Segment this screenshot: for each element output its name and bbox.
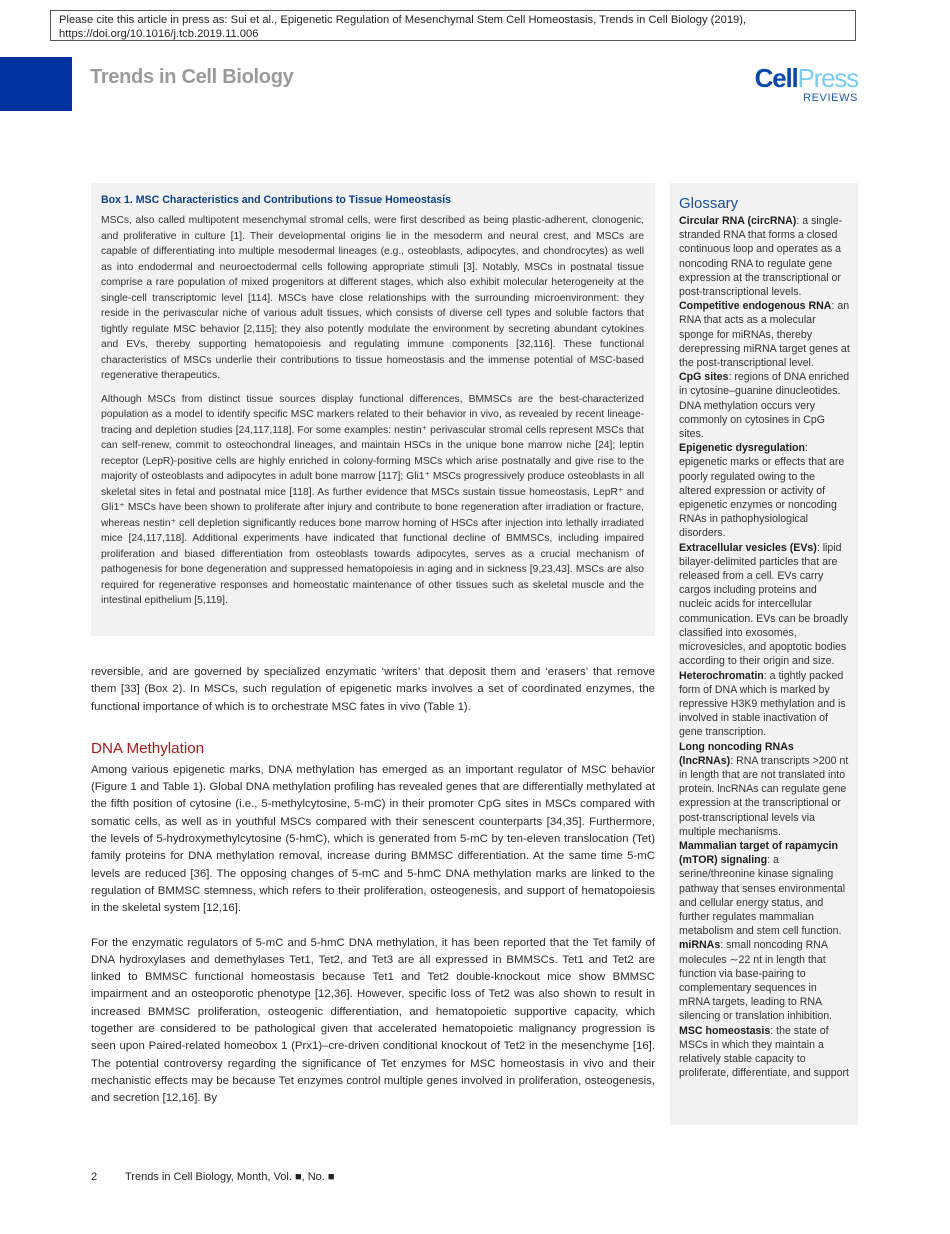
page-footer (91, 1171, 335, 1183)
footer-journal-line: Trends in Cell Biology, Month, Vol. ■, No. ■ (125, 1171, 335, 1183)
glossary-term: Competitive endogenous RNA (679, 300, 832, 313)
glossary-term: Heterochromatin (679, 669, 764, 682)
main-text (91, 664, 655, 1108)
glossary-entry (679, 938, 850, 1023)
glossary-definition: : regions of DNA enriched in cytosine–guanine dinucleotides. DNA methylation occurs very commonly on cytosines in CpG sites. (679, 371, 850, 441)
glossary-term: Circular RNA (circRNA) (679, 215, 797, 227)
glossary-definition: : lipid bilayer-delimited particles that are released from a cell. EVs carry cargos including proteins and nucleic acids for intercellular communication. EVs can be broadly classified into exosomes, microvesicles, and apoptotic bodies according to their origin and size. (679, 541, 848, 668)
glossary-sidebar (670, 183, 858, 1125)
glossary-title: Glossary (679, 195, 739, 212)
glossary-entry (679, 669, 850, 740)
journal-color-tab (0, 57, 72, 111)
glossary-term: Epigenetic dysregulation (679, 442, 805, 455)
cellpress-logo[interactable] (748, 64, 858, 110)
box-1 (91, 183, 655, 636)
box-1-paragraph: Although MSCs from distinct tissue sources display functional differences, BMMSCs are the best-characterized population as a model to identify specific MSC markers related to their behavior in vivo, as revealed by recent lineage-tracing and depletion studies [24,117,118]. For some examples: nestin⁺ perivascular stromal cells represent MSCs that can self-renew, commit to osteochondral lineages, and maintain HSCs in the unique bone marrow niche [24]; leptin receptor (LepR)-positive cells are highly enriched in colony-forming MSCs which arise postnatally and give rise to the majority of osteoblasts and adipocytes in adult bone marrow [117]; Gli1⁺ MSCs progressively produce osteoblasts in all skeletal sites in fetal and postnatal mice [118]. As further evidence that MSCs sustain tissue homeostasis, LepR⁺ and Gli1⁺ MSCs have been shown to proliferate after injury and contribute to bone regeneration after irradiation or fracture, whereas nestin⁺ cell depletion significantly reduces bone marrow homing of HSCs after injection into lethally irradiated mice [24,117,118]. Additional experiments have indicated that functional decline of BMMSCs, including impaired proliferation and biased differentiation from osteoblasts towards adipocytes, serves as a crucial mechanism of pathogenesis for bone degeneration and suppressed hematopoiesis in aging and in sickness [9,23,43]. MSCs are also required for regenerative responses and homeostatic maintenance of other tissues such as skeletal muscle and the intestinal epithelium [5,119]. (101, 393, 644, 606)
glossary-definition: : the state of MSCs in which they maintain a relatively stable capacity to proliferate, differentiate, and support (679, 1024, 850, 1080)
glossary-entry (679, 1024, 850, 1081)
glossary-term: miRNAs (679, 939, 721, 952)
glossary-term: MSC homeostasis (679, 1024, 771, 1037)
glossary-definition: : RNA transcripts >200 nt in length that are not translated into protein. lncRNAs can regulate gene expression at the transcriptional or post-transcriptional levels via multiple mechanisms. (679, 754, 849, 838)
glossary-term: Extracellular vesicles (EVs) (679, 541, 817, 554)
citation-notice: Please cite this article in press as: Sui et al., Epigenetic Regulation of Mesenchymal Stem Cell Homeostasis, Trends in Cell Biology (2019), https://doi.org/10.1016/j.tcb.2019.11.006 (50, 10, 856, 41)
intro-paragraph: reversible, and are governed by specialized enzymatic ‘writers’ that deposit them and ‘erasers’ that remove them [33] (Box 2). In MSCs, such regulation of epigenetic marks involves a set of coordinated enzymes, the functional importance of which is to orchestrate MSC fates in vivo (Table 1). (91, 666, 655, 713)
glossary-entry (679, 214, 850, 299)
page-number: 2 (91, 1171, 98, 1183)
logo-press-text: Press (797, 63, 858, 93)
glossary-definition: : a tightly packed form of DNA which is marked by repressive H3K9 methylation and is involved in stable inactivation of gene transcription. (679, 669, 846, 739)
journal-title: Trends in Cell Biology (90, 66, 294, 88)
glossary-definition: : an RNA that acts as a molecular sponge for miRNAs, thereby derepressing miRNA target genes at the post-transcriptional level. (679, 300, 850, 370)
glossary-term: Mammalian target of rapamycin (mTOR) signaling (679, 839, 838, 867)
logo-reviews-text: REVIEWS (803, 92, 858, 104)
glossary-entry (679, 740, 850, 839)
glossary-definition: : small noncoding RNA molecules ∼22 nt in length that function via base-pairing to complementary sequences in mRNA targets, leading to RNA silencing or translation inhibition. (679, 939, 833, 1023)
glossary-definition: : a serine/threonine kinase signaling pathway that senses environmental and cellular energy status, and further regulates mammalian metabolism and stem cell function. (679, 854, 846, 938)
box-1-title: Box 1. MSC Characteristics and Contributions to Tissue Homeostasis (101, 194, 452, 206)
glossary-entry (679, 370, 850, 441)
glossary-term: CpG sites (679, 371, 729, 384)
glossary-entry (679, 299, 850, 370)
box-1-paragraph: MSCs, also called multipotent mesenchymal stromal cells, were first described as being plastic-adherent, clonogenic, and proliferative in culture [1]. Their developmental origins lie in the mesoderm and neural crest, and MSCs are capable of differentiating into multiple mesodermal lineages (e.g., osteoblasts, adipocytes, and chondrocytes) as well as into endodermal and neuroectodermal cells following appropriate stimuli [3]. Notably, MSCs in postnatal tissue comprise a rare population of mixed progenitors at different stages, which also exhibit molecular heterogeneity at the single-cell transcriptomic level [114]. MSCs have close relationships with the surrounding microenvironment: they reside in the perivascular niche of various adult tissues, which consists of diverse cell types and soluble factors that tightly regulate MSC behavior [2,115]; they also potently modulate the environment by secreting abundant cytokines and EVs, thereby supporting hematopoiesis and regulating immune components [32,116]. These functional characteristics of MSCs underlie their contributions to tissue homeostasis and the immense potential of MSC-based regenerative therapeutics. (101, 215, 644, 381)
glossary-entry (679, 839, 850, 938)
glossary-entry (679, 541, 850, 669)
body-paragraph: Among various epigenetic marks, DNA methylation has emerged as an important regulator of MSC behavior (Figure 1 and Table 1). Global DNA methylation profiling has revealed genes that are differentially methylated at the fifth position of cytosine (i.e., 5-methylcytosine, 5-mC) in their promoter CpG sites in MSCs compared with somatic cells, as well as in youthful MSCs compared with their senescent counterparts [34,35]. Furthermore, the levels of 5-hydroxymethylcytosine (5-hmC), which is generated from 5-mC by ten-eleven translocation (Tet) family proteins for DNA methylation removal, increase during BMMSC differentiation. At the same time 5-mC levels are reduced [36]. The opposing changes of 5-mC and 5-hmC DNA methylation marks are linked to the regulation of BMMSC stemness, which refers to their proliferation, osteogenesis, and support of hematopoiesis in the skeletal system [12,16]. (91, 763, 655, 915)
logo-cell-text: Cell (754, 63, 798, 93)
glossary-definition: : epigenetic marks or effects that are poorly regulated owing to the altered expression or activity of epigenetic enzymes or noncoding RNAs in pathophysiological disorders. (679, 442, 845, 540)
glossary-term: Long noncoding RNAs (lncRNAs) (679, 740, 794, 767)
glossary-definition: : a single-stranded RNA that forms a closed continuous loop and operates as a noncoding RNA to regulate gene expression at the transcriptional or post-transcriptional levels. (679, 215, 843, 299)
section-heading-dna-methylation: DNA Methylation (91, 739, 205, 757)
glossary-entry (679, 441, 850, 540)
body-paragraph: For the enzymatic regulators of 5-mC and 5-hmC DNA methylation, it has been reported that the Tet family of DNA hydroxylases and demethylases Tet1, Tet2, and Tet3 are all expressed in BMMSCs. Tet1 and Tet2 are linked to BMMSC functional homeostasis because Tet1 and Tet2 double-knockout mice show BMMSC impairment and an osteoporotic phenotype [12,36]. However, specific loss of Tet2 was also shown to result in increased BMMSC proliferation, osteogenic differentiation, and hematopoietic supportive capacity, which together are considered to be pathological given that accelerated hematopoietic malignancy progression is seen upon Paired-related homeobox 1 (Prx1)–cre-driven conditional knockout of Tet2 in the mesenchyme [16]. The potential controversy regarding the significance of Tet enzymes for MSC homeostasis in vivo and their mechanistic effects may be because Tet enzymes control multiple genes involved in proliferation, osteogenesis, and secretion [12,16]. By (91, 936, 655, 1105)
